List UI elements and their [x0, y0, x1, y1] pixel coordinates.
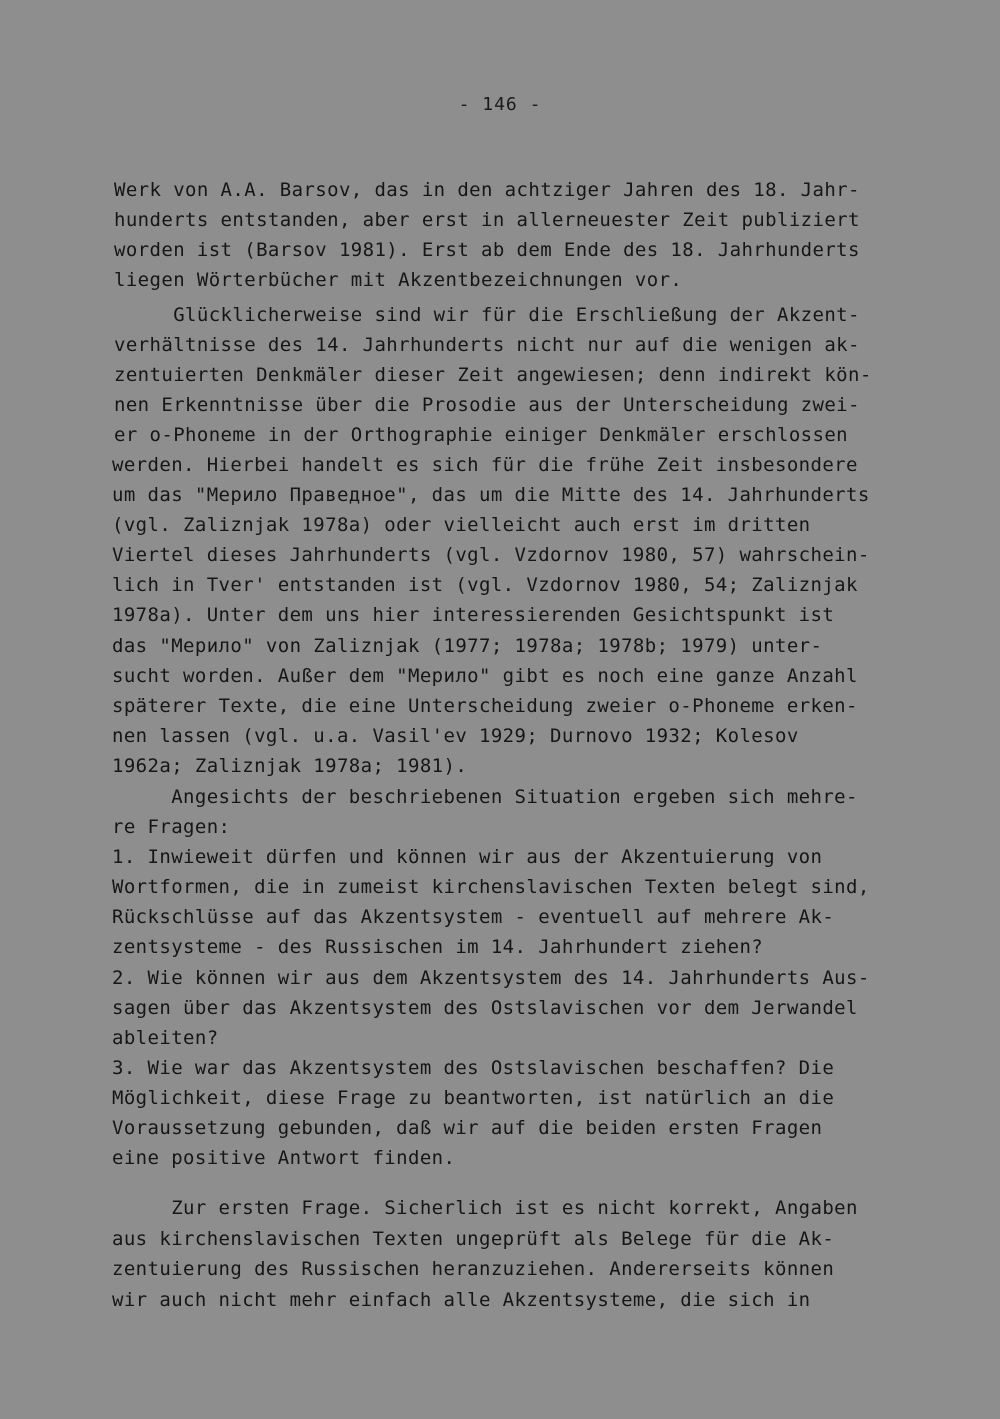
- text-line: Viertel dieses Jahrhunderts (vgl. Vzdornov 1980, 57) wahrschein-: [112, 544, 870, 566]
- text-line: sucht worden. Außer dem "Мерило" gibt es noch eine ganze Anzahl: [112, 665, 858, 687]
- text-line: eine positive Antwort finden.: [112, 1147, 456, 1169]
- text-line: ableiten?: [112, 1027, 219, 1049]
- text-line: liegen Wörterbücher mit Akzentbezeichnungen vor.: [114, 269, 683, 291]
- text-line: 1962a; Zaliznjak 1978a; 1981).: [112, 755, 468, 777]
- text-line: späterer Texte, die eine Unterscheidung zweier o-Phoneme erken-: [112, 695, 858, 717]
- text-line: Wortformen, die in zumeist kirchenslavischen Texten belegt sind,: [112, 876, 870, 898]
- text-line: um das "Мерило Праведное", das um die Mitte des 14. Jahrhunderts: [112, 484, 870, 506]
- text-line: nen lassen (vgl. u.a. Vasil'ev 1929; Durnovo 1932; Kolesov: [112, 725, 799, 747]
- text-line: verhältnisse des 14. Jahrhunderts nicht nur auf die wenigen ak-: [114, 334, 860, 356]
- text-line: 2. Wie können wir aus dem Akzentsystem des 14. Jahrhunderts Aus-: [112, 967, 870, 989]
- text-line: das "Мерило" von Zaliznjak (1977; 1978a; 1978b; 1979) unter-: [112, 635, 823, 657]
- text-line: hunderts entstanden, aber erst in allerneuester Zeit publiziert: [114, 209, 860, 231]
- text-line: aus kirchenslavischen Texten ungeprüft als Belege für die Ak-: [112, 1228, 835, 1250]
- text-line: Rückschlüsse auf das Akzentsystem - eventuell auf mehrere Ak-: [112, 906, 835, 928]
- text-line: Angesichts der beschriebenen Situation ergeben sich mehre-: [112, 786, 858, 808]
- text-line: wir auch nicht mehr einfach alle Akzentsysteme, die sich in: [112, 1289, 811, 1311]
- text-line: 1978a). Unter dem uns hier interessierenden Gesichtspunkt ist: [112, 604, 835, 626]
- text-line: zentuierung des Russischen heranzuziehen. Andererseits können: [112, 1258, 835, 1280]
- text-line: (vgl. Zaliznjak 1978a) oder vielleicht auch erst im dritten: [112, 514, 811, 536]
- page-number: - 146 -: [458, 94, 542, 115]
- text-line: er o-Phoneme in der Orthographie einiger Denkmäler erschlossen: [114, 424, 849, 446]
- text-line: zentsysteme - des Russischen im 14. Jahrhundert ziehen?: [112, 936, 764, 958]
- text-line: Möglichkeit, diese Frage zu beantworten, ist natürlich an die: [112, 1087, 835, 1109]
- text-line: 3. Wie war das Akzentsystem des Ostslavischen beschaffen? Die: [112, 1057, 835, 1079]
- text-line: worden ist (Barsov 1981). Erst ab dem Ende des 18. Jahrhunderts: [114, 239, 860, 261]
- text-line: werden. Hierbei handelt es sich für die frühe Zeit insbesondere: [112, 454, 858, 476]
- text-line: zentuierten Denkmäler dieser Zeit angewiesen; denn indirekt kön-: [114, 364, 872, 386]
- text-line: 1. Inwieweit dürfen und können wir aus der Akzentuierung von: [112, 846, 823, 868]
- text-line: nen Erkenntnisse über die Prosodie aus der Unterscheidung zwei-: [114, 394, 860, 416]
- text-line: re Fragen:: [112, 816, 231, 838]
- text-line: Zur ersten Frage. Sicherlich ist es nicht korrekt, Angaben: [112, 1197, 858, 1219]
- text-line: sagen über das Akzentsystem des Ostslavischen vor dem Jerwandel: [112, 997, 858, 1019]
- text-line: Voraussetzung gebunden, daß wir auf die beiden ersten Fragen: [112, 1117, 823, 1139]
- text-line: Werk von A.A. Barsov, das in den achtziger Jahren des 18. Jahr-: [114, 179, 860, 201]
- text-line: lich in Tver' entstanden ist (vgl. Vzdornov 1980, 54; Zaliznjak: [112, 574, 858, 596]
- text-line: Glücklicherweise sind wir für die Erschließung der Akzent-: [114, 304, 860, 326]
